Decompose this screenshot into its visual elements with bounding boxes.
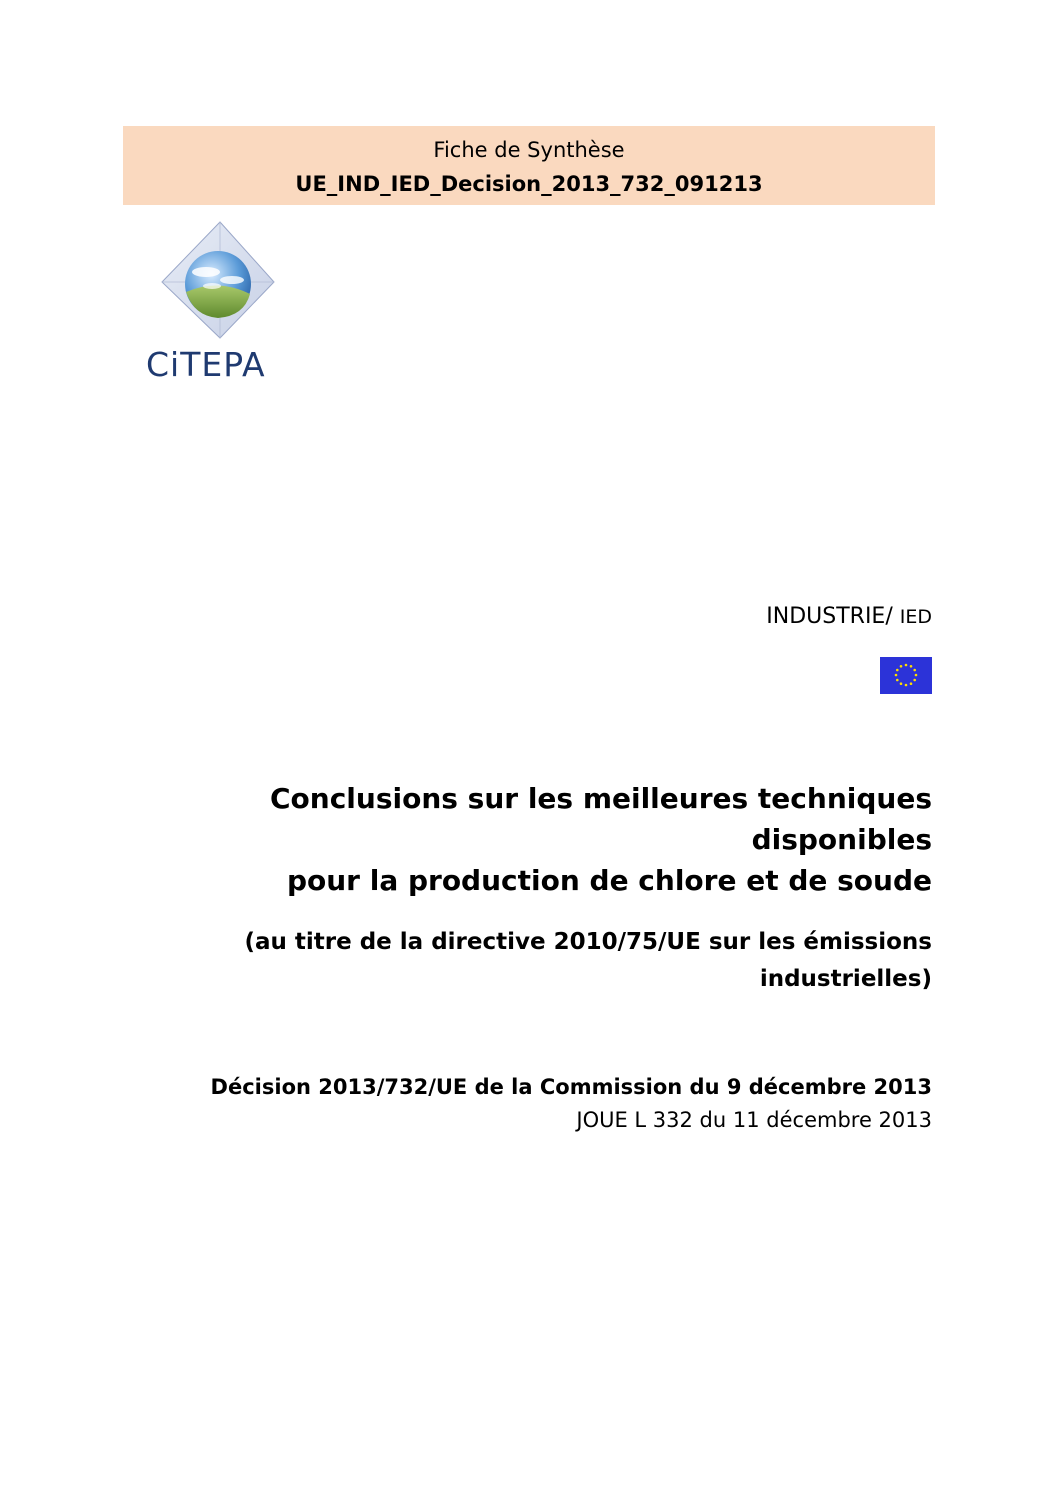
document-title-line1: Conclusions sur les meilleures techniques disponibles: [269, 782, 932, 856]
eu-flag-icon: [880, 657, 932, 694]
citepa-logo-text: CiTEPA: [146, 345, 266, 384]
category-sub: IED: [899, 606, 932, 628]
joue-reference: JOUE L 332 du 11 décembre 2013: [576, 1108, 932, 1132]
document-subtitle-line1: (au titre de la directive 2010/75/UE sur les émissions: [244, 929, 932, 955]
document-subtitle-line2: industrielles): [759, 966, 932, 992]
category-label: [766, 604, 932, 629]
decision-reference: Décision 2013/732/UE de la Commission du 9 décembre 2013: [210, 1075, 932, 1099]
header-banner: [123, 126, 935, 205]
category-main: INDUSTRIE/: [766, 604, 893, 629]
header-reference-code: UE_IND_IED_Decision_2013_732_091213: [295, 172, 763, 196]
header-title: Fiche de Synthèse: [433, 138, 625, 162]
document-subtitle: [172, 924, 932, 998]
document-title-line2: pour la production de chlore et de soude: [286, 864, 932, 897]
document-title: [112, 778, 932, 901]
